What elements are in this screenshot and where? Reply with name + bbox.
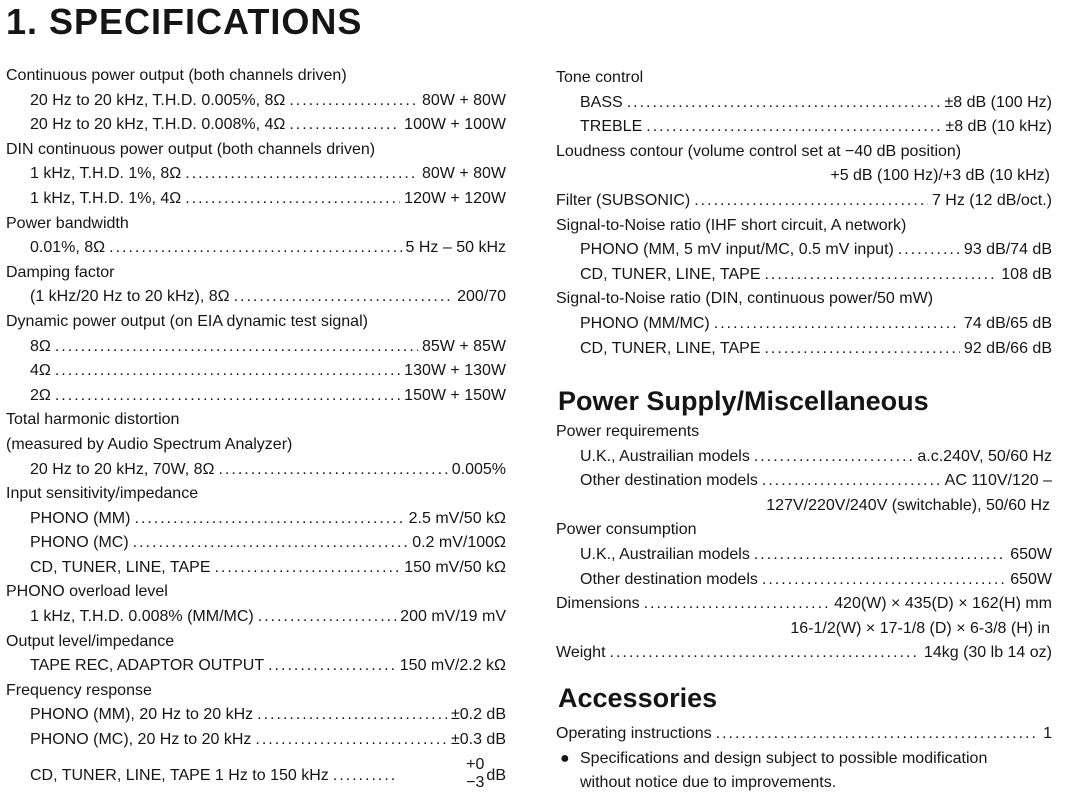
spec-row: U.K., Austrailian models ..... a.c.240V, 50/60 Hz: [556, 445, 1052, 470]
right-column: [556, 66, 1052, 361]
spec-heading: Power consumption: [556, 521, 697, 539]
accessories-section: [556, 722, 1052, 796]
note-text: Specifications and design subject to possible modification: [580, 749, 988, 767]
spec-heading: Damping factor: [6, 263, 115, 281]
note-text: without notice due to improvements.: [580, 774, 837, 792]
spec-value-right: 127V/220V/240V (switchable), 50/60 Hz: [766, 496, 1050, 514]
spec-heading: Power requirements: [556, 423, 700, 440]
spec-heading: Tone control: [556, 69, 644, 86]
spec-row: CD, TUNER, LINE, TAPE ..... 150 mV/50 kΩ: [6, 556, 506, 581]
section-title-accessories: Accessories: [558, 683, 718, 713]
spec-row: Dimensions ..... 420(W) × 435(D) × 162(H) mm: [556, 592, 1052, 617]
spec-heading: Input sensitivity/impedance: [6, 485, 199, 503]
spec-row: 1 kHz, T.H.D. 1%, 8Ω ..... 80W + 80W: [6, 162, 506, 187]
spec-row: PHONO (MM) ..... 2.5 mV/50 kΩ: [6, 507, 506, 532]
spec-heading: Total harmonic distortion: [6, 411, 180, 429]
spec-row: PHONO (MC), 20 Hz to 20 kHz ..... ±0.3 dB: [6, 728, 506, 753]
spec-heading: Continuous power output (both channels driven): [6, 67, 347, 84]
spec-heading: Frequency response: [6, 681, 152, 699]
spec-row: BASS ..... ±8 dB (100 Hz): [556, 91, 1052, 116]
spec-row: Operating instructions ..... 1: [556, 722, 1052, 747]
spec-row: 20 Hz to 20 kHz, 70W, 8Ω ..... 0.005%: [6, 458, 506, 483]
spec-row: 1 kHz, T.H.D. 0.008% (MM/MC) ..... 200 mV/19 mV: [6, 605, 506, 630]
spec-heading: DIN continuous power output (both channels driven): [6, 140, 376, 158]
note-continuation: [556, 771, 1052, 796]
spec-row: Filter (SUBSONIC) ..... 7 Hz (12 dB/oct.): [556, 189, 1052, 214]
spec-row: Other destination models ..... 650W: [556, 568, 1052, 593]
spec-row-tolerance: CD, TUNER, LINE, TAPE 1 Hz to 150 kHz .......... +0 −3 dB: [30, 755, 506, 791]
spec-value-right: +5 dB (100 Hz)/+3 dB (10 kHz): [830, 167, 1050, 185]
spec-row: PHONO (MC) ..... 0.2 mV/100Ω: [6, 531, 506, 556]
spec-value-right: 16-1/2(W) × 17-1/8 (D) × 6-3/8 (H) in: [790, 619, 1050, 637]
spec-heading: PHONO overload level: [6, 583, 168, 601]
spec-subheading: (measured by Audio Spectrum Analyzer): [6, 435, 293, 453]
spec-row: TREBLE ..... ±8 dB (10 kHz): [556, 115, 1052, 140]
spec-row: 8Ω ..... 85W + 85W: [6, 335, 506, 360]
spec-row: (1 kHz/20 Hz to 20 kHz), 8Ω ..... 200/70: [6, 285, 506, 310]
spec-row: 1 kHz, T.H.D. 1%, 4Ω ..... 120W + 120W: [6, 187, 506, 212]
spec-row: Weight ..... 14kg (30 lb 14 oz): [556, 641, 1052, 666]
spec-heading: Signal-to-Noise ratio (IHF short circuit, A network): [556, 216, 907, 234]
spec-row: Other destination models ..... AC 110V/120 –: [556, 469, 1052, 494]
spec-heading: Output level/impedance: [6, 632, 175, 650]
left-column: [6, 64, 506, 799]
spec-row: PHONO (MM, 5 mV input/MC, 0.5 mV input) ..... 93 dB/74 dB: [556, 238, 1052, 263]
spec-row: 0.01%, 8Ω ..... 5 Hz – 50 kHz: [6, 236, 506, 261]
spec-heading: Dynamic power output (on EIA dynamic test signal): [6, 312, 368, 330]
spec-row: TAPE REC, ADAPTOR OUTPUT ..... 150 mV/2.2 kΩ: [6, 654, 506, 679]
spec-row: CD, TUNER, LINE, TAPE ..... 92 dB/66 dB: [556, 337, 1052, 362]
spec-row: 4Ω ..... 130W + 130W: [6, 359, 506, 384]
spec-row: 20 Hz to 20 kHz, T.H.D. 0.005%, 8Ω ..... 80W + 80W: [6, 89, 506, 114]
power-supply-section: [556, 420, 1052, 666]
spec-row: CD, TUNER, LINE, TAPE ..... 108 dB: [556, 263, 1052, 288]
bullet-icon: ●: [560, 749, 570, 767]
spec-row: U.K., Austrailian models ..... 650W: [556, 543, 1052, 568]
spec-row: 2Ω ..... 150W + 150W: [6, 384, 506, 409]
page-title: 1. SPECIFICATIONS: [6, 1, 363, 42]
spec-heading: Loudness contour (volume control set at −40 dB position): [556, 142, 962, 160]
spec-heading: Signal-to-Noise ratio (DIN, continuous power/50 mW): [556, 290, 934, 308]
spec-heading: Power bandwidth: [6, 214, 129, 232]
note-bullet: [556, 747, 1052, 772]
spec-row: PHONO (MM), 20 Hz to 20 kHz ..... ±0.2 dB: [6, 703, 506, 728]
section-title-power-supply: Power Supply/Miscellaneous: [558, 386, 929, 416]
spec-row: 20 Hz to 20 kHz, T.H.D. 0.008%, 4Ω ..... 100W + 100W: [6, 113, 506, 138]
spec-row: PHONO (MM/MC) ..... 74 dB/65 dB: [556, 312, 1052, 337]
tolerance-stack: +0 −3: [466, 755, 485, 791]
